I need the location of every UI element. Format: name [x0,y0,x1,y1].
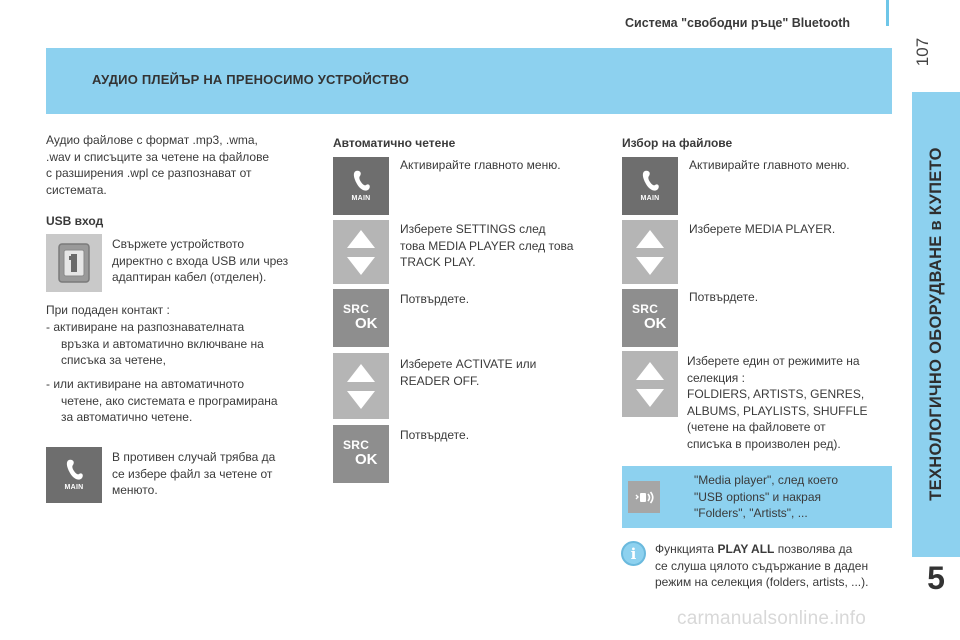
arrow-up-icon [636,230,664,248]
phone-handset-icon [64,457,84,483]
arrow-down-icon [347,257,375,275]
bullet-autolink: - активиране на разпознавателната връзка и автоматично включване на списъка за четене, [46,320,264,367]
arrow-down-icon [636,257,664,275]
auto-arrow-keys[interactable] [333,220,389,284]
phone-handset-icon [351,168,371,194]
auto-src-ok-button-2[interactable]: SRC OK [333,425,389,483]
auto-step-5: Потвърдете. [400,428,470,442]
usb-instructions: Свържете устройството директно с входа USB или чрез адаптиран кабел (отделен). [112,237,289,284]
info-icon: i [621,541,646,566]
phone-handset-icon [640,168,660,194]
select-arrow-keys-2[interactable] [622,351,678,417]
auto-step-1: Активирайте главното меню. [400,158,561,172]
chapter-title: ТЕХНОЛОГИЧНО ОБОРУДВАНЕ в КУПЕТО [927,147,945,501]
usb-port-image [46,234,102,292]
select-step-2: Изберете MEDIA PLAYER. [689,222,836,236]
info-note: Функцията PLAY ALL позволява да се слуша цялото съдържание в даден режим на селекция (folders, artists, ...). [655,542,869,589]
arrow-up-icon [347,230,375,248]
watermark: carmanualsonline.info [677,608,867,629]
select-step-4: Изберете един от режимите на селекция : FOLDIERS, ARTISTS, GENRES, ALBUMS, PLAYLISTS, SHUFFLE (четене на файловете от списъка в произволен ред). [687,354,868,451]
voice-command-icon [632,486,656,508]
otherwise-note: В противен случай трябва да се избере файл за четене от менюто. [112,450,276,497]
auto-step-4: Изберете ACTIVATE или READER OFF. [400,357,537,388]
usb-heading: USB вход [46,214,104,228]
page-number: 107 [913,37,932,67]
contact-intro: При подаден контакт : [46,303,170,317]
voice-command-text: "Media player", след което "USB options" и накрая "Folders", "Artists", ... [694,473,839,520]
file-select-heading: Избор на файлове [622,136,733,150]
auto-play-heading: Автоматично четене [333,136,456,150]
auto-main-menu-button[interactable]: MAIN [333,157,389,215]
select-main-menu-button[interactable]: MAIN [622,157,678,215]
arrow-down-icon [347,391,375,409]
voice-command-button[interactable] [628,481,660,513]
running-title: Система "свободни ръце" Bluetooth [625,16,851,30]
auto-src-ok-button-1[interactable]: SRC OK [333,289,389,347]
arrow-down-icon [636,389,664,407]
auto-arrow-keys-2[interactable] [333,353,389,419]
arrow-up-icon [636,362,664,380]
section-title: АУДИО ПЛЕЙЪР НА ПРЕНОСИМО УСТРОЙСТВО [92,72,410,87]
bullet-autoplay: - или активиране на автоматичното четене, ако системата е програмирана за автоматично четене. [46,377,278,424]
select-arrow-keys[interactable] [622,220,678,284]
arrow-up-icon [347,364,375,382]
main-menu-button[interactable]: MAIN [46,447,102,503]
select-step-1: Активирайте главното меню. [689,158,850,172]
auto-step-3: Потвърдете. [400,292,470,306]
usb-port-icon [56,241,92,285]
header-rule [886,0,889,26]
intro-paragraph: Аудио файлове с формат .mp3, .wma, .wav и списъците за четене на файлове с разширения .wpl се разпознават от системата. [46,133,270,197]
auto-step-2: Изберете SETTINGS след това MEDIA PLAYER след това TRACK PLAY. [400,222,574,269]
chapter-number: 5 [927,560,945,596]
select-step-3: Потвърдете. [689,290,759,304]
select-src-ok-button[interactable]: SRC OK [622,289,678,347]
